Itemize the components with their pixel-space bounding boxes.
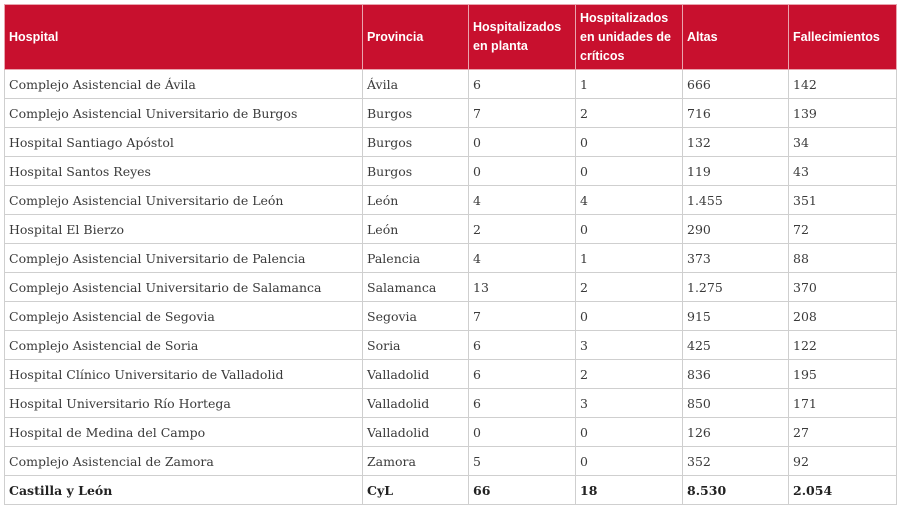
cell-hospital: Complejo Asistencial de Soria (5, 331, 363, 360)
header-row (5, 5, 897, 70)
table-row (5, 70, 897, 99)
cell-altas: 915 (683, 302, 789, 331)
cell-criticos: 2 (576, 360, 683, 389)
cell-criticos: 0 (576, 418, 683, 447)
cell-altas: 716 (683, 99, 789, 128)
total-row (5, 476, 897, 505)
cell-hospital: Hospital de Medina del Campo (5, 418, 363, 447)
cell-fallecimientos: 27 (789, 418, 897, 447)
header-hospital: Hospital (5, 5, 363, 70)
table-row (5, 186, 897, 215)
cell-provincia: Burgos (363, 99, 469, 128)
cell-hospital: Hospital Santiago Apóstol (5, 128, 363, 157)
cell-planta: 13 (469, 273, 576, 302)
cell-planta: 7 (469, 302, 576, 331)
cell-criticos: 1 (576, 70, 683, 99)
cell-provincia: Zamora (363, 447, 469, 476)
cell-planta: 6 (469, 331, 576, 360)
cell-criticos: 1 (576, 244, 683, 273)
table-row (5, 360, 897, 389)
cell-fallecimientos: 43 (789, 157, 897, 186)
table-body (5, 70, 897, 505)
header-altas: Altas (683, 5, 789, 70)
cell-planta: 7 (469, 99, 576, 128)
cell-hospital: Complejo Asistencial Universitario de Burgos (5, 99, 363, 128)
cell-fallecimientos: 122 (789, 331, 897, 360)
cell-provincia: León (363, 215, 469, 244)
table-row (5, 244, 897, 273)
cell-criticos: 3 (576, 389, 683, 418)
table-row (5, 418, 897, 447)
cell-planta: 0 (469, 128, 576, 157)
total-cell-provincia: CyL (363, 476, 469, 505)
total-cell-planta: 66 (469, 476, 576, 505)
cell-criticos: 0 (576, 157, 683, 186)
cell-planta: 6 (469, 389, 576, 418)
cell-provincia: León (363, 186, 469, 215)
cell-criticos: 0 (576, 302, 683, 331)
hospital-table-container (4, 4, 896, 505)
cell-hospital: Hospital El Bierzo (5, 215, 363, 244)
cell-planta: 4 (469, 186, 576, 215)
header-fallecimientos: Fallecimientos (789, 5, 897, 70)
cell-altas: 132 (683, 128, 789, 157)
cell-provincia: Segovia (363, 302, 469, 331)
table-row (5, 99, 897, 128)
cell-fallecimientos: 208 (789, 302, 897, 331)
cell-criticos: 2 (576, 273, 683, 302)
cell-fallecimientos: 370 (789, 273, 897, 302)
cell-fallecimientos: 195 (789, 360, 897, 389)
cell-provincia: Palencia (363, 244, 469, 273)
header-provincia: Provincia (363, 5, 469, 70)
cell-planta: 0 (469, 418, 576, 447)
table-row (5, 331, 897, 360)
total-cell-hospital: Castilla y León (5, 476, 363, 505)
cell-hospital: Complejo Asistencial Universitario de Palencia (5, 244, 363, 273)
cell-planta: 6 (469, 360, 576, 389)
cell-provincia: Soria (363, 331, 469, 360)
cell-altas: 290 (683, 215, 789, 244)
table-row (5, 447, 897, 476)
cell-criticos: 4 (576, 186, 683, 215)
cell-hospital: Hospital Clínico Universitario de Valladolid (5, 360, 363, 389)
total-cell-criticos: 18 (576, 476, 683, 505)
cell-provincia: Valladolid (363, 389, 469, 418)
cell-provincia: Burgos (363, 128, 469, 157)
cell-altas: 352 (683, 447, 789, 476)
cell-fallecimientos: 142 (789, 70, 897, 99)
cell-planta: 5 (469, 447, 576, 476)
cell-provincia: Burgos (363, 157, 469, 186)
header-hospitalizados-planta: Hospitalizados en planta (469, 5, 576, 70)
total-cell-fallecimientos: 2.054 (789, 476, 897, 505)
cell-fallecimientos: 72 (789, 215, 897, 244)
cell-planta: 2 (469, 215, 576, 244)
cell-hospital: Complejo Asistencial de Zamora (5, 447, 363, 476)
table-row (5, 128, 897, 157)
cell-hospital: Complejo Asistencial de Segovia (5, 302, 363, 331)
table-row (5, 215, 897, 244)
cell-fallecimientos: 139 (789, 99, 897, 128)
table-row (5, 302, 897, 331)
cell-altas: 836 (683, 360, 789, 389)
cell-altas: 850 (683, 389, 789, 418)
cell-provincia: Salamanca (363, 273, 469, 302)
cell-altas: 119 (683, 157, 789, 186)
cell-hospital: Hospital Universitario Río Hortega (5, 389, 363, 418)
cell-planta: 6 (469, 70, 576, 99)
table-row (5, 389, 897, 418)
cell-criticos: 2 (576, 99, 683, 128)
cell-hospital: Complejo Asistencial Universitario de Salamanca (5, 273, 363, 302)
cell-provincia: Valladolid (363, 360, 469, 389)
cell-criticos: 3 (576, 331, 683, 360)
cell-hospital: Complejo Asistencial de Ávila (5, 70, 363, 99)
cell-fallecimientos: 88 (789, 244, 897, 273)
cell-altas: 666 (683, 70, 789, 99)
hospital-data-table (4, 4, 897, 505)
cell-criticos: 0 (576, 215, 683, 244)
cell-hospital: Complejo Asistencial Universitario de León (5, 186, 363, 215)
cell-planta: 0 (469, 157, 576, 186)
header-hospitalizados-criticos: Hospitalizados en unidades de críticos (576, 5, 683, 70)
cell-altas: 1.275 (683, 273, 789, 302)
cell-hospital: Hospital Santos Reyes (5, 157, 363, 186)
cell-fallecimientos: 351 (789, 186, 897, 215)
cell-altas: 425 (683, 331, 789, 360)
table-row (5, 157, 897, 186)
cell-altas: 1.455 (683, 186, 789, 215)
table-row (5, 273, 897, 302)
cell-fallecimientos: 34 (789, 128, 897, 157)
cell-provincia: Ávila (363, 70, 469, 99)
cell-provincia: Valladolid (363, 418, 469, 447)
cell-altas: 373 (683, 244, 789, 273)
cell-altas: 126 (683, 418, 789, 447)
total-cell-altas: 8.530 (683, 476, 789, 505)
cell-fallecimientos: 92 (789, 447, 897, 476)
cell-fallecimientos: 171 (789, 389, 897, 418)
cell-criticos: 0 (576, 447, 683, 476)
cell-criticos: 0 (576, 128, 683, 157)
table-header (5, 5, 897, 70)
cell-planta: 4 (469, 244, 576, 273)
